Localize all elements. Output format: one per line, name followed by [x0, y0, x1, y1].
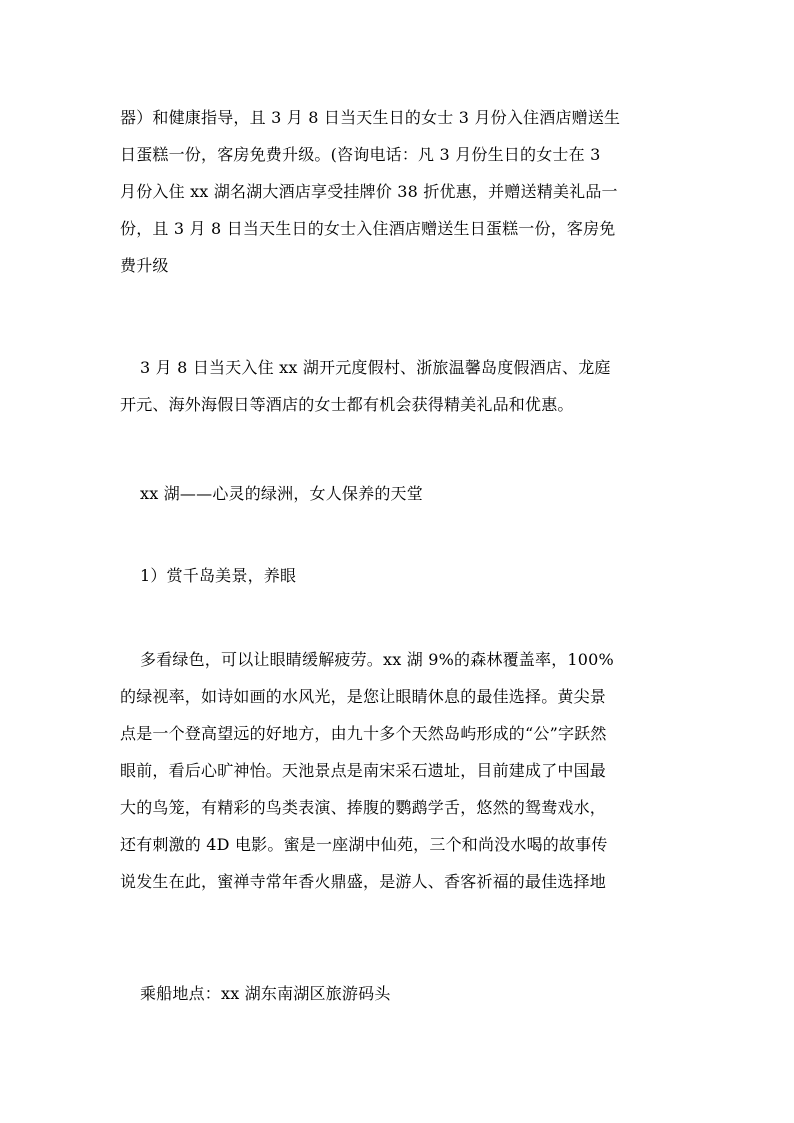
- text-line: 还有刺激的 4D 电影。蜜是一座湖中仙苑，三个和尚没水喝的故事传: [120, 835, 608, 854]
- paragraph-hotel-offer: [120, 99, 680, 284]
- text-line: 月份入住 xx 湖名湖大酒店享受挂牌价 38 折优惠，并赠送精美礼品一: [120, 182, 618, 201]
- text-line: 点是一个登高望远的好地方，由九十多个天然岛屿形成的“公”字跃然: [120, 724, 607, 743]
- text-line: 开元、海外海假日等酒店的女士都有机会获得精美礼品和优惠。: [120, 395, 574, 414]
- text-line: 说发生在此，蜜禅寺常年香火鼎盛，是游人、香客祈福的最佳选择地: [120, 872, 607, 891]
- text-line: 日蛋糕一份，客房免费升级。(咨询电话：凡 3 月份生日的女士在 3: [120, 145, 601, 164]
- text-line: 多看绿色，可以让眼睛缓解疲劳。xx 湖 9%的森林覆盖率，100%: [140, 650, 614, 669]
- section-heading-scenery: [120, 557, 680, 594]
- text-line: 大的鸟笼，有精彩的鸟类表演、捧腹的鹦鹉学舌，悠然的鸳鸯戏水，: [120, 798, 607, 817]
- paragraph-scenic-spots: [120, 641, 680, 900]
- text-line: 份，且 3 月 8 日当天生日的女士入住酒店赠送生日蛋糕一份，客房免: [120, 219, 616, 238]
- text-line: 的绿视率，如诗如画的水风光，是您让眼睛休息的最佳选择。黄尖景: [120, 687, 607, 706]
- heading-text: xx 湖——心灵的绿洲，女人保养的天堂: [140, 484, 423, 503]
- section-heading-oasis: [120, 475, 680, 512]
- text-line: 乘船地点：xx 湖东南湖区旅游码头: [140, 984, 391, 1003]
- text-line: 器）和健康指导，且 3 月 8 日当天生日的女士 3 月份入住酒店赠送生: [120, 108, 621, 127]
- text-line: 费升级: [120, 256, 169, 275]
- paragraph-boarding-location: [120, 975, 680, 1012]
- paragraph-checkin-gifts: [120, 349, 680, 423]
- heading-text: 1）赏千岛美景，养眼: [140, 566, 297, 585]
- text-line: 眼前，看后心旷神怡。天池景点是南宋采石遗址，目前建成了中国最: [120, 761, 607, 780]
- text-line: 3 月 8 日当天入住 xx 湖开元度假村、浙旅温馨岛度假酒店、龙庭: [140, 358, 611, 377]
